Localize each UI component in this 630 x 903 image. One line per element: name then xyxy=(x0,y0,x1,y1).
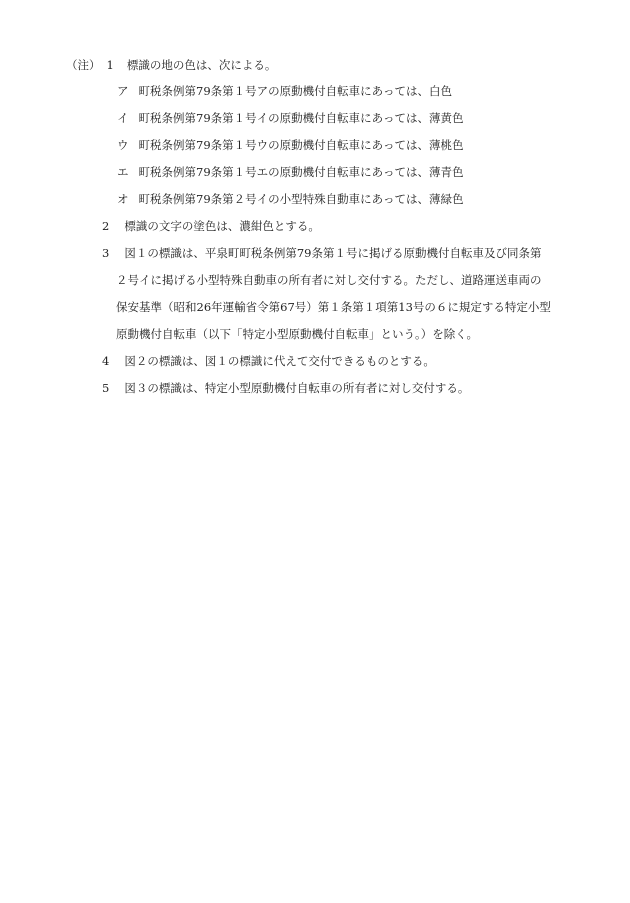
sub-item-label: イ xyxy=(117,111,129,125)
sub-item-text: 町税条例第79条第１号イの原動機付自転車にあっては、薄黄色 xyxy=(138,111,464,125)
sub-item-u xyxy=(117,138,464,152)
sub-item-text: 町税条例第79条第１号ウの原動機付自転車にあっては、薄桃色 xyxy=(138,138,464,152)
note-5 xyxy=(102,381,469,395)
note-text: 図３の標識は、特定小型原動機付自転車の所有者に対し交付する。 xyxy=(124,381,470,395)
note-number: 3 xyxy=(102,246,110,260)
note-3-line-4 xyxy=(116,327,478,341)
note-text: 図２の標識は、図１の標識に代えて交付できるものとする。 xyxy=(124,354,435,368)
note-number: 5 xyxy=(102,381,110,395)
note-prefix: （注） xyxy=(66,58,101,72)
note-text-line: 原動機付自転車（以下「特定小型原動機付自転車」という。）を除く。 xyxy=(116,327,479,341)
note-3-line-3 xyxy=(116,300,551,314)
sub-item-text: 町税条例第79条第１号アの原動機付自転車にあっては、白色 xyxy=(138,84,453,98)
note-text-line: 保安基準（昭和26年運輸省令第67号）第１条第１項第13号の６に規定する特定小型 xyxy=(116,300,551,314)
note-number: 4 xyxy=(102,354,110,368)
note-text: 標識の地の色は、次による。 xyxy=(126,58,277,72)
note-2 xyxy=(102,219,320,233)
sub-item-a xyxy=(117,84,452,98)
sub-item-text: 町税条例第79条第２号イの小型特殊自動車にあっては、薄緑色 xyxy=(138,192,464,206)
note-3-line-2 xyxy=(116,273,542,287)
note-text-line: ２号イに掲げる小型特殊自動車の所有者に対し交付する。ただし、道路運送車両の xyxy=(116,273,542,287)
note-text-line: 図１の標識は、平泉町町税条例第79条第１号に掲げる原動機付自転車及び同条第 xyxy=(124,246,542,260)
note-number: 2 xyxy=(102,219,110,233)
note-1 xyxy=(66,58,276,72)
sub-item-i xyxy=(117,111,464,125)
sub-item-text: 町税条例第79条第１号エの原動機付自転車にあっては、薄青色 xyxy=(138,165,464,179)
note-text: 標識の文字の塗色は、濃紺色とする。 xyxy=(124,219,320,233)
note-3 xyxy=(102,246,541,260)
sub-item-label: エ xyxy=(117,165,129,179)
note-number: 1 xyxy=(106,58,114,72)
sub-item-label: ウ xyxy=(117,138,129,152)
note-4 xyxy=(102,354,435,368)
sub-item-e xyxy=(117,165,464,179)
sub-item-o xyxy=(117,192,464,206)
sub-item-label: オ xyxy=(117,192,129,206)
sub-item-label: ア xyxy=(117,84,129,98)
